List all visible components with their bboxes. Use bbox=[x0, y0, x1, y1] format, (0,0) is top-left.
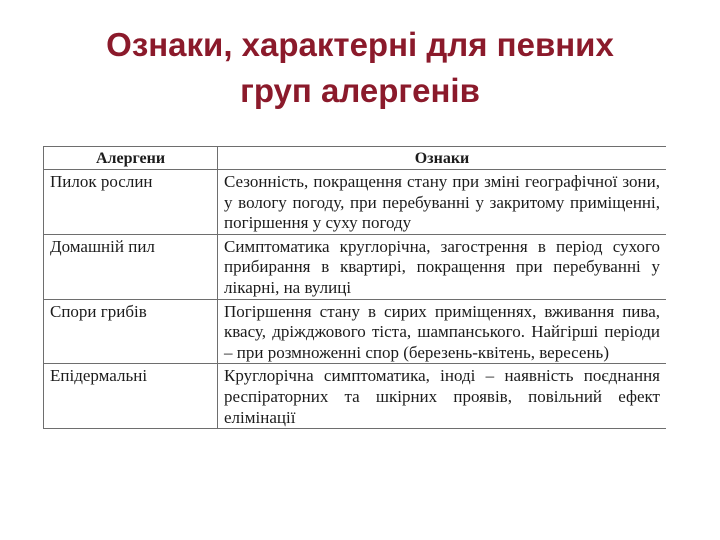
slide-title bbox=[0, 22, 720, 114]
table-row bbox=[44, 364, 667, 429]
table-row bbox=[44, 299, 667, 364]
allergen-table bbox=[43, 146, 666, 429]
column-header-features: Ознаки bbox=[218, 147, 667, 170]
slide-title-line-1: Ознаки, характерні для певних bbox=[106, 26, 614, 63]
allergen-table-container bbox=[43, 146, 666, 492]
slide-title-line-2: груп алергенів bbox=[240, 72, 480, 109]
table-row bbox=[44, 170, 667, 235]
features-cell: Симптоматика круглорічна, загострення в період сухого прибирання в квартирі, покращення при перебуванні у лікарні, на вулиці bbox=[218, 234, 667, 299]
features-cell: Погіршення стану в сирих приміщеннях, вживання пива, квасу, дріжджового тіста, шампанського. Найгірші періоди – при розмноженні спор (березень-квітень, вересень) bbox=[218, 299, 667, 364]
table-row bbox=[44, 234, 667, 299]
allergen-cell: Спори грибів bbox=[44, 299, 218, 364]
allergen-cell: Епідермальні bbox=[44, 364, 218, 429]
features-cell: Сезонність, покращення стану при зміні географічної зони, у вологу погоду, при перебуванні у закритому приміщенні, погіршення у суху погоду bbox=[218, 170, 667, 235]
table-header-row bbox=[44, 147, 667, 170]
features-cell: Круглорічна симптоматика, іноді – наявність поєднання респіраторних та шкірних проявів, повільний ефект елімінації bbox=[218, 364, 667, 429]
allergen-cell: Пилок рослин bbox=[44, 170, 218, 235]
column-header-allergens: Алергени bbox=[44, 147, 218, 170]
allergen-cell: Домашній пил bbox=[44, 234, 218, 299]
